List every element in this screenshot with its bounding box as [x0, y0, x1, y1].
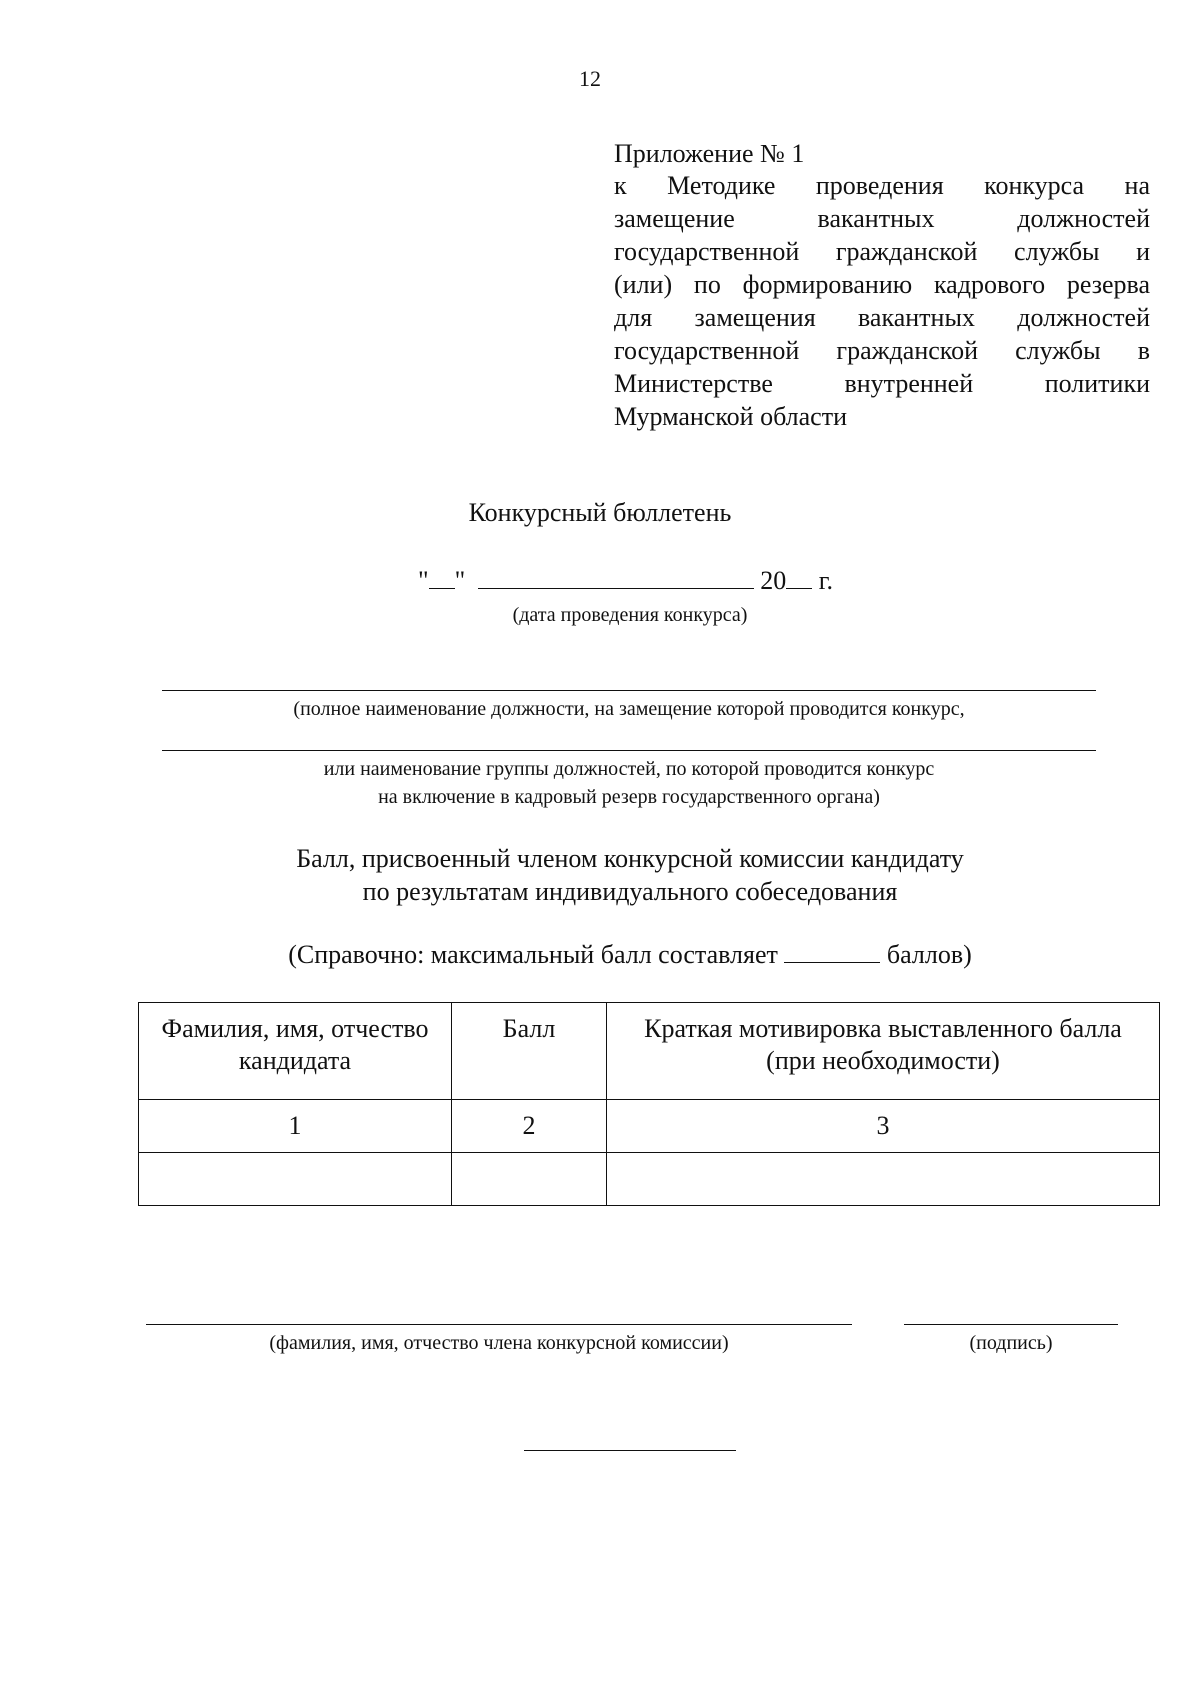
position-line-1[interactable]: [162, 690, 1096, 691]
annex-line-1: к Методике проведения конкурса на: [614, 171, 1150, 200]
month-blank[interactable]: [478, 566, 754, 589]
header-candidate-name-line-1: Фамилия, имя, отчество: [161, 1014, 429, 1043]
header-motivation-line-1: Краткая мотивировка выставленного балла: [644, 1014, 1122, 1043]
candidate-name-cell[interactable]: [139, 1153, 452, 1206]
date-field[interactable]: [418, 566, 833, 596]
table-header-row: [139, 1003, 1160, 1100]
year-suffix: г.: [818, 566, 833, 595]
column-number-3: 3: [607, 1100, 1160, 1153]
annex-line-8: Мурманской области: [614, 402, 847, 431]
page-number: 12: [579, 66, 601, 91]
header-motivation-line-2: (при необходимости): [766, 1046, 1000, 1075]
position-caption-1: (полное наименование должности, на замещение которой проводится конкурс,: [293, 698, 965, 720]
annex-line-3: государственной гражданской службы и: [614, 237, 1150, 266]
column-number-1: 1: [139, 1100, 452, 1153]
date-caption: (дата проведения конкурса): [512, 604, 748, 626]
column-number-2: 2: [452, 1100, 607, 1153]
score-heading: [0, 842, 1200, 908]
motivation-cell[interactable]: [607, 1153, 1160, 1206]
ballot-title: Конкурсный бюллетень: [468, 498, 732, 527]
header-score-line-1: Балл: [502, 1014, 556, 1043]
annex-line-5: для замещения вакантных должностей: [614, 303, 1150, 332]
ballot-table: [138, 1002, 1160, 1206]
reference-prefix: (Справочно: максимальный балл составляет: [288, 940, 778, 969]
position-caption-3: на включение в кадровый резерв государственного органа): [378, 786, 880, 808]
score-heading-line-1: Балл, присвоенный членом конкурсной комиссии кандидату: [296, 844, 964, 873]
reference-suffix: баллов): [886, 940, 972, 969]
position-line-2[interactable]: [162, 750, 1096, 751]
closing-separator: [524, 1450, 736, 1451]
max-score-blank[interactable]: [784, 942, 880, 963]
signature-line[interactable]: [904, 1324, 1118, 1325]
max-score-reference: [0, 940, 1200, 970]
annex-line-2: замещение вакантных должностей: [614, 204, 1150, 233]
year-prefix: 20: [760, 566, 787, 595]
date-quote-open: ": [418, 566, 429, 595]
annex-title: Приложение № 1: [614, 139, 805, 168]
table-numbers-row: [139, 1100, 1160, 1153]
annex-line-4: (или) по формированию кадрового резерва: [614, 270, 1150, 299]
signature-caption: (подпись): [969, 1332, 1053, 1354]
member-name-caption: (фамилия, имя, отчество члена конкурсной комиссии): [269, 1332, 729, 1354]
date-quote-close: ": [454, 566, 466, 595]
position-caption-2: или наименование группы должностей, по которой проводится конкурс: [323, 758, 935, 780]
annex-line-6: государственной гражданской службы в: [614, 336, 1150, 365]
score-heading-line-2: по результатам индивидуального собеседования: [362, 877, 898, 906]
header-candidate-name-line-2: кандидата: [238, 1046, 352, 1075]
table-row: [139, 1153, 1160, 1206]
header-motivation: [607, 1003, 1160, 1100]
day-blank[interactable]: [429, 566, 455, 589]
annex-line-7: Министерстве внутренней политики: [614, 369, 1150, 398]
member-name-line[interactable]: [146, 1324, 852, 1325]
score-cell[interactable]: [452, 1153, 607, 1206]
year-blank[interactable]: [786, 566, 812, 589]
header-score: [452, 1003, 607, 1100]
header-candidate-name: [139, 1003, 452, 1100]
